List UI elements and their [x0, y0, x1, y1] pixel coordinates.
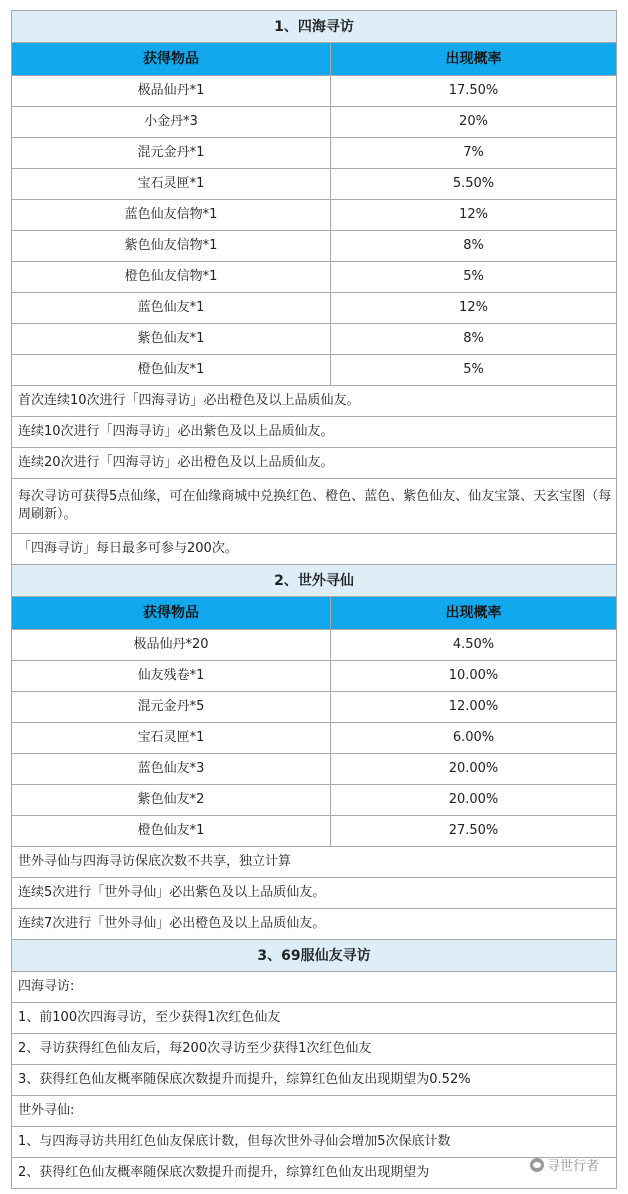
column-header-rate: 出现概率 [331, 43, 617, 76]
watermark-text: 寻世行者 [547, 1159, 600, 1174]
note-row [12, 448, 617, 479]
rate-cell: 12% [331, 200, 617, 231]
item-cell: 橙色仙友信物*1 [12, 262, 331, 293]
table-row [12, 76, 617, 107]
note-text: 连续7次进行「世外寻仙」必出橙色及以上品质仙友。 [12, 909, 617, 940]
table-row [12, 661, 617, 692]
note-text: 每次寻访可获得5点仙缘，可在仙缘商城中兑换红色、橙色、蓝色、紫色仙友、仙友宝箓、天玄宝图（每周刷新）。 [12, 479, 617, 534]
rate-cell: 8% [331, 231, 617, 262]
item-cell: 蓝色仙友信物*1 [12, 200, 331, 231]
section-title: 1、四海寻访 [12, 11, 617, 43]
table-row [12, 816, 617, 847]
section-title: 2、世外寻仙 [12, 565, 617, 597]
section-title-row [12, 11, 617, 43]
note-text: 世外寻仙: [12, 1096, 617, 1127]
rate-cell: 20.00% [331, 754, 617, 785]
table-row [12, 200, 617, 231]
note-row [12, 534, 617, 565]
note-text: 四海寻访: [12, 972, 617, 1003]
note-text: 连续10次进行「四海寻访」必出紫色及以上品质仙友。 [12, 417, 617, 448]
note-row [12, 878, 617, 909]
item-cell: 紫色仙友*1 [12, 324, 331, 355]
table-row [12, 692, 617, 723]
table-row [12, 324, 617, 355]
item-cell: 橙色仙友*1 [12, 816, 331, 847]
item-cell: 蓝色仙友*1 [12, 293, 331, 324]
rate-cell: 5.50% [331, 169, 617, 200]
note-text: 连续20次进行「四海寻访」必出橙色及以上品质仙友。 [12, 448, 617, 479]
table-row [12, 293, 617, 324]
table-row [12, 138, 617, 169]
table-row [12, 169, 617, 200]
note-row [12, 417, 617, 448]
rate-cell: 5% [331, 355, 617, 386]
table-row [12, 785, 617, 816]
note-text: 2、获得红色仙友概率随保底次数提升而提升，综算红色仙友出现期望为 [12, 1158, 617, 1189]
item-cell: 混元金丹*5 [12, 692, 331, 723]
rate-cell: 20% [331, 107, 617, 138]
column-header-row [12, 597, 617, 630]
section-title: 3、69服仙友寻访 [12, 940, 617, 972]
rate-cell: 5% [331, 262, 617, 293]
item-cell: 极品仙丹*20 [12, 630, 331, 661]
table-row [12, 231, 617, 262]
note-row [12, 1127, 617, 1158]
table-row [12, 723, 617, 754]
rate-cell: 6.00% [331, 723, 617, 754]
note-row [12, 909, 617, 940]
column-header-item: 获得物品 [12, 597, 331, 630]
table-row [12, 107, 617, 138]
rate-cell: 12% [331, 293, 617, 324]
section-title-row [12, 940, 617, 972]
rate-cell: 12.00% [331, 692, 617, 723]
column-header-rate: 出现概率 [331, 597, 617, 630]
item-cell: 紫色仙友信物*1 [12, 231, 331, 262]
item-cell: 极品仙丹*1 [12, 76, 331, 107]
note-row [12, 1065, 617, 1096]
rate-cell: 27.50% [331, 816, 617, 847]
rate-cell: 10.00% [331, 661, 617, 692]
item-cell: 仙友残卷*1 [12, 661, 331, 692]
note-text: 3、获得红色仙友概率随保底次数提升而提升，综算红色仙友出现期望为0.52% [12, 1065, 617, 1096]
note-row [12, 1158, 617, 1189]
section-title-row [12, 565, 617, 597]
item-cell: 小金丹*3 [12, 107, 331, 138]
table-row [12, 355, 617, 386]
item-cell: 宝石灵匣*1 [12, 169, 331, 200]
item-cell: 蓝色仙友*3 [12, 754, 331, 785]
note-text: 连续5次进行「世外寻仙」必出紫色及以上品质仙友。 [12, 878, 617, 909]
rate-cell: 8% [331, 324, 617, 355]
table-row [12, 262, 617, 293]
note-row [12, 972, 617, 1003]
rate-cell: 20.00% [331, 785, 617, 816]
note-row [12, 1096, 617, 1127]
probability-table [11, 10, 617, 1189]
note-row [12, 386, 617, 417]
table-row [12, 630, 617, 661]
item-cell: 混元金丹*1 [12, 138, 331, 169]
rate-cell: 17.50% [331, 76, 617, 107]
note-text: 1、与四海寻访共用红色仙友保底计数，但每次世外寻仙会增加5次保底计数 [12, 1127, 617, 1158]
item-cell: 宝石灵匣*1 [12, 723, 331, 754]
note-row [12, 847, 617, 878]
table-row [12, 754, 617, 785]
note-text: 首次连续10次进行「四海寻访」必出橙色及以上品质仙友。 [12, 386, 617, 417]
note-text: 2、寻访获得红色仙友后，每200次寻访至少获得1次红色仙友 [12, 1034, 617, 1065]
note-row [12, 1003, 617, 1034]
note-text: 世外寻仙与四海寻访保底次数不共享，独立计算 [12, 847, 617, 878]
note-text: 1、前100次四海寻访，至少获得1次红色仙友 [12, 1003, 617, 1034]
rate-cell: 7% [331, 138, 617, 169]
note-row [12, 479, 617, 534]
watermark [530, 1155, 599, 1174]
item-cell: 橙色仙友*1 [12, 355, 331, 386]
column-header-item: 获得物品 [12, 43, 331, 76]
column-header-row [12, 43, 617, 76]
rate-cell: 4.50% [331, 630, 617, 661]
note-row [12, 1034, 617, 1065]
note-text: 「四海寻访」每日最多可参与200次。 [12, 534, 617, 565]
wechat-icon [530, 1158, 544, 1172]
item-cell: 紫色仙友*2 [12, 785, 331, 816]
